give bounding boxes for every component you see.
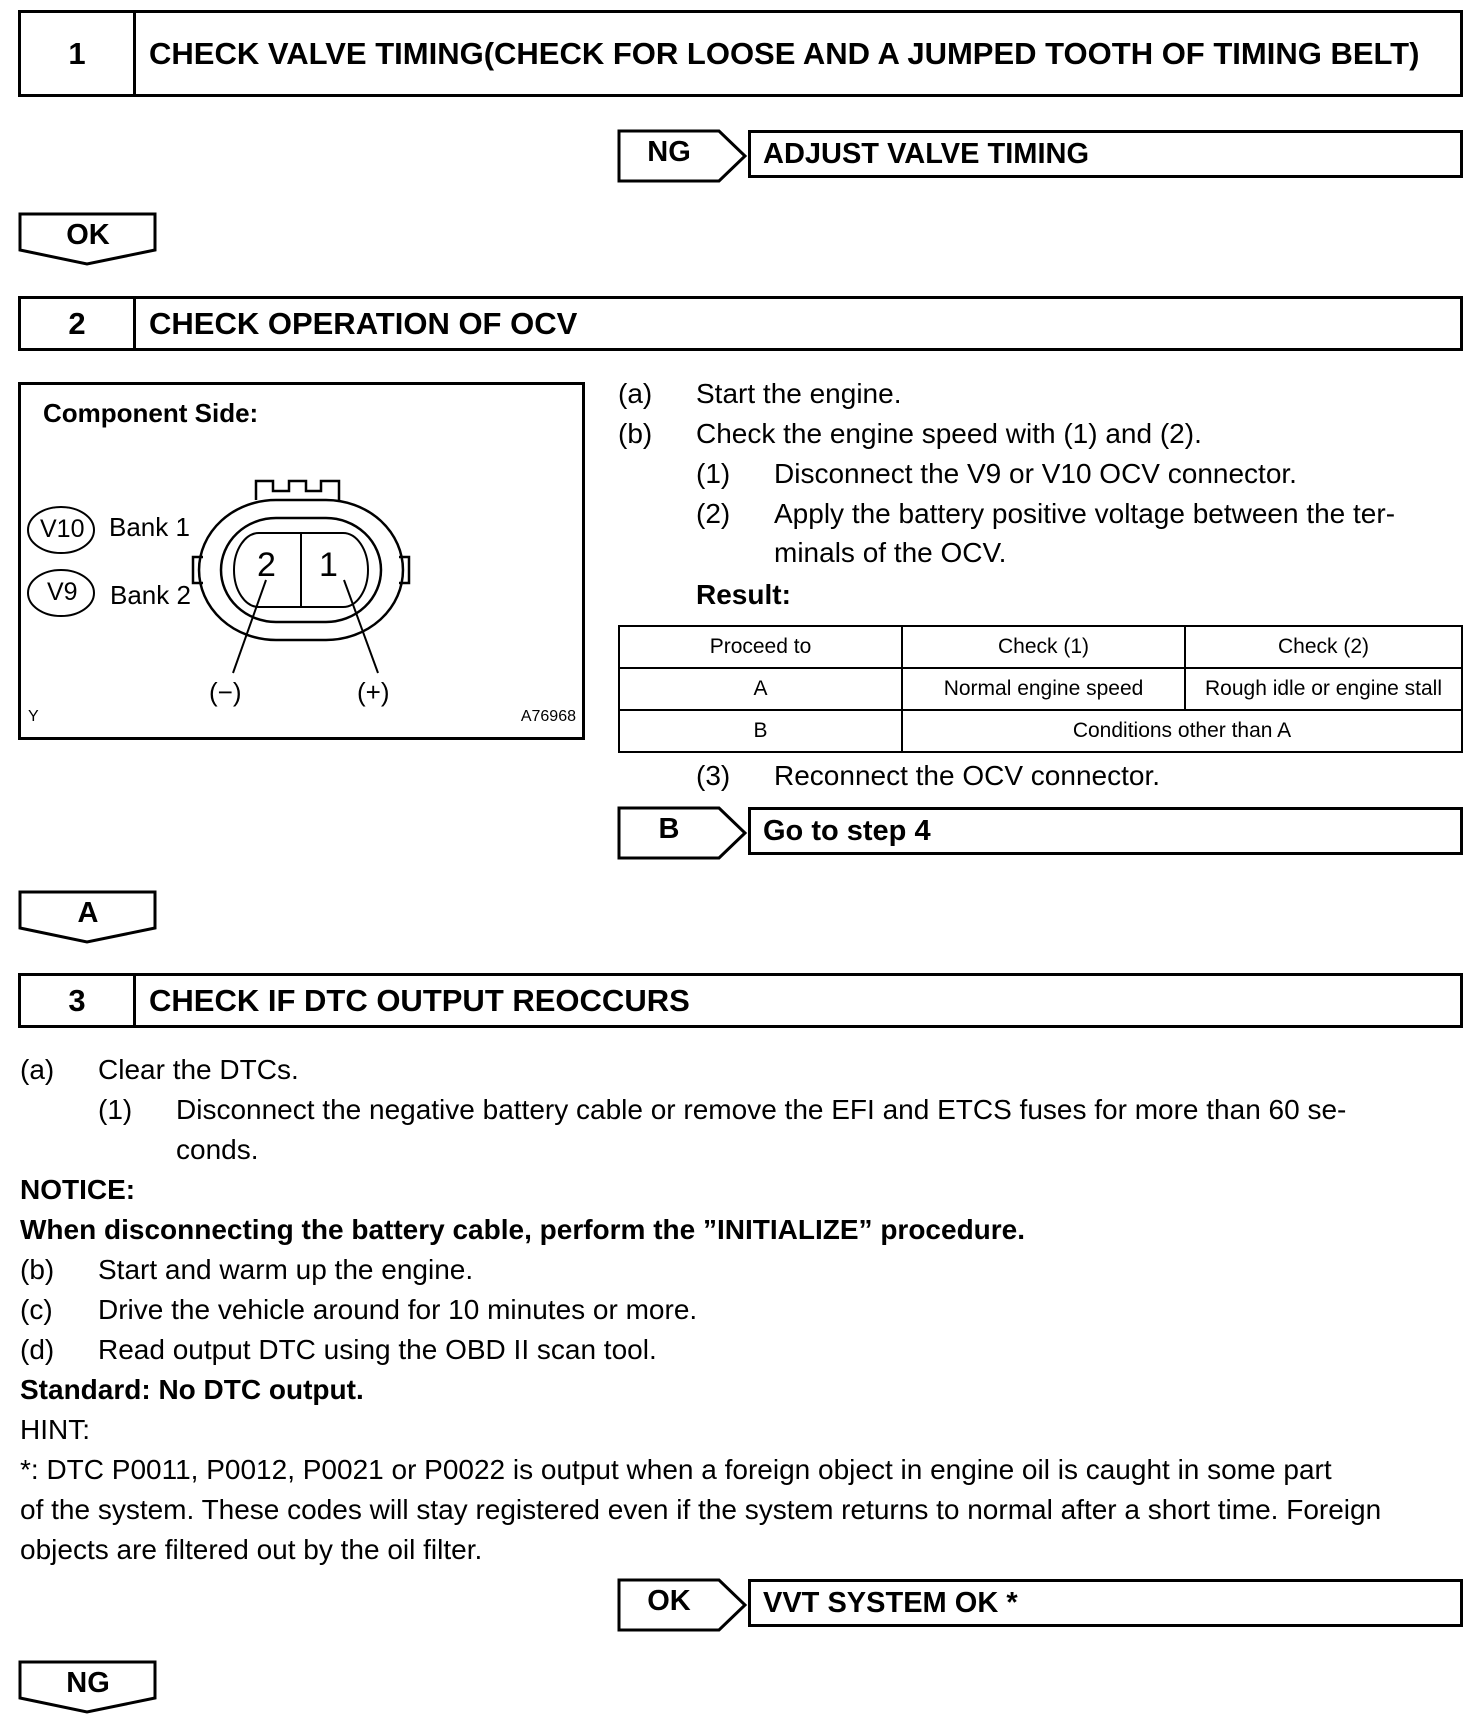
step-title: CHECK IF DTC OUTPUT REOCCURS	[149, 982, 690, 1018]
v10-label: V10	[40, 515, 85, 543]
bank2-label: Bank 2	[110, 580, 191, 610]
v9-label: V9	[47, 578, 78, 606]
figure-code: A76968	[520, 708, 576, 725]
result-heading: Result:	[696, 579, 791, 610]
pin-1-label: 1	[319, 546, 338, 584]
plus-terminal-label: (+)	[357, 677, 390, 707]
connector-diagram	[18, 382, 585, 740]
step-number: 1	[21, 13, 136, 94]
step3-a1-marker: (1)	[98, 1094, 133, 1125]
step3-b-text: Start and warm up the engine.	[98, 1254, 474, 1285]
step3-c-marker: (c)	[20, 1294, 53, 1325]
notice-heading: NOTICE:	[20, 1174, 136, 1205]
hint-heading: HINT:	[20, 1414, 90, 1445]
step2-a-text: Start the engine.	[696, 378, 902, 409]
connector-latch	[256, 481, 339, 500]
step3-a1-text-line2: conds.	[176, 1134, 259, 1165]
step-title: CHECK OPERATION OF OCV	[149, 305, 578, 341]
step2-b2-text-line2: minals of the OCV.	[774, 537, 1007, 568]
table-header-cell: Proceed to	[619, 626, 902, 668]
step3-a-text: Clear the DTCs.	[98, 1054, 299, 1085]
step-number: 3	[21, 976, 136, 1025]
step2-b3-marker: (3)	[696, 760, 731, 791]
table-row	[619, 710, 1462, 752]
corner-code-left: Y	[28, 708, 39, 725]
step2-b-marker: (b)	[618, 418, 653, 449]
diagram-heading: Component Side:	[43, 398, 259, 428]
table-row	[619, 668, 1462, 710]
table-cell: B	[619, 710, 902, 752]
step3-c-text: Drive the vehicle around for 10 minutes or more.	[98, 1294, 698, 1325]
step-title: CHECK VALVE TIMING(CHECK FOR LOOSE AND A JUMPED TOOTH OF TIMING BELT)	[149, 35, 1420, 71]
step-number: 2	[21, 299, 136, 348]
step-2-header	[18, 296, 1463, 351]
table-cell: Normal engine speed	[902, 668, 1185, 710]
table-header-cell: Check (1)	[902, 626, 1185, 668]
step3-d-text: Read output DTC using the OBD II scan tool.	[98, 1334, 657, 1365]
step3-d-marker: (d)	[20, 1334, 55, 1365]
bank1-label: Bank 1	[109, 512, 190, 542]
step2-b3-text: Reconnect the OCV connector.	[774, 760, 1160, 791]
ok-label: OK	[66, 219, 110, 251]
table-cell: Rough idle or engine stall	[1185, 668, 1462, 710]
pin-2-label: 2	[257, 546, 276, 584]
table-header-row	[619, 626, 1462, 668]
table-header-cell: Check (2)	[1185, 626, 1462, 668]
minus-leader	[233, 580, 266, 673]
b-result-box: Go to step 4	[748, 807, 1463, 855]
step2-a-marker: (a)	[618, 378, 653, 409]
ok-result-box: VVT SYSTEM OK *	[748, 1579, 1463, 1627]
minus-terminal-label: (−)	[209, 677, 242, 707]
a-label: A	[77, 897, 99, 929]
ng-label: NG	[66, 1667, 110, 1699]
step2-b2-text-line1: Apply the battery positive voltage between the ter-	[774, 498, 1396, 529]
table-cell: Conditions other than A	[902, 710, 1462, 752]
ng-label: NG	[647, 136, 691, 168]
hint-line-2: of the system. These codes will stay registered even if the system returns to normal after a short time. Foreign	[20, 1494, 1382, 1525]
step2-b1-marker: (1)	[696, 458, 731, 489]
ok-label: OK	[647, 1585, 691, 1617]
result-table	[618, 625, 1463, 753]
step3-a1-text-line1: Disconnect the negative battery cable or remove the EFI and ETCS fuses for more than 60 se-	[176, 1094, 1347, 1125]
b-label: B	[658, 813, 680, 845]
step2-b-text: Check the engine speed with (1) and (2).	[696, 418, 1202, 449]
hint-line-1: *: DTC P0011, P0012, P0021 or P0022 is output when a foreign object in engine oil is caught in some part	[20, 1454, 1332, 1485]
ng-result-box: ADJUST VALVE TIMING	[748, 130, 1463, 178]
standard-text: Standard: No DTC output.	[20, 1374, 364, 1405]
step2-b2-marker: (2)	[696, 498, 731, 529]
step2-b1-text: Disconnect the V9 or V10 OCV connector.	[774, 458, 1297, 489]
notice-text: When disconnecting the battery cable, perform the ”INITIALIZE” procedure.	[20, 1214, 1026, 1245]
table-cell: A	[619, 668, 902, 710]
step-1-header	[18, 10, 1463, 97]
hint-line-3: objects are filtered out by the oil filter.	[20, 1534, 483, 1565]
step3-a-marker: (a)	[20, 1054, 55, 1085]
connector-drawing	[21, 385, 582, 737]
step-3-header	[18, 973, 1463, 1028]
step3-b-marker: (b)	[20, 1254, 55, 1285]
